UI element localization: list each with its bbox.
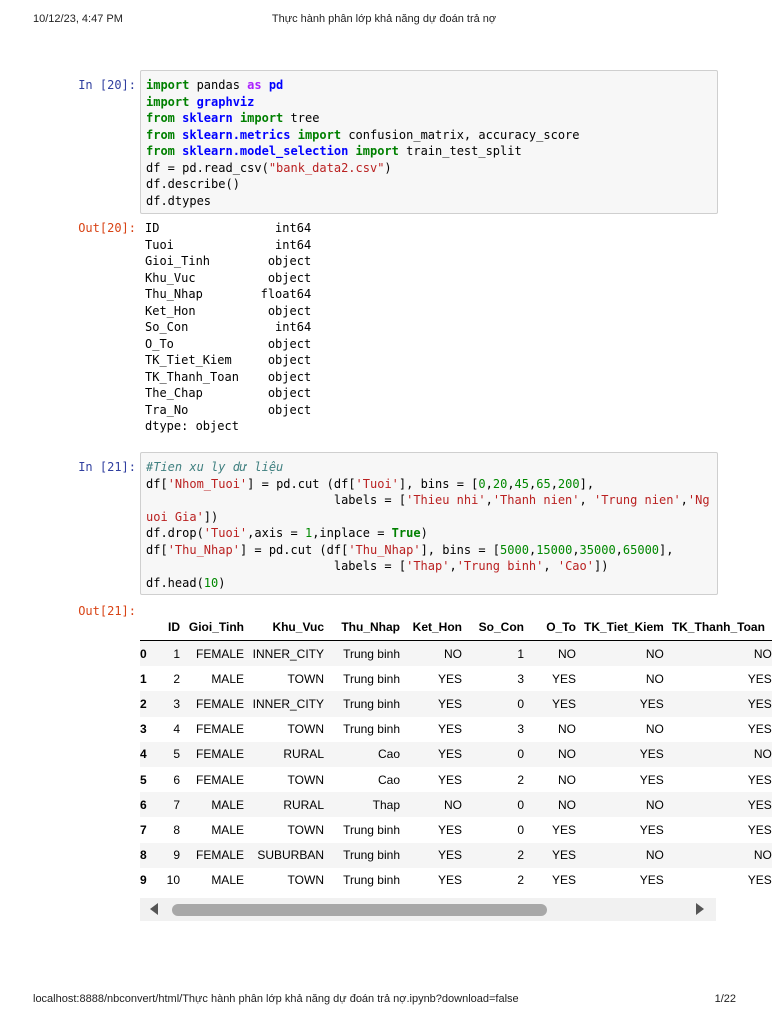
table-cell: YES	[639, 772, 664, 787]
code-token: sklearn.model_selection	[174, 144, 356, 158]
table-cell: YES	[551, 873, 576, 888]
code-line	[146, 559, 608, 573]
table-cell: YES	[551, 822, 576, 837]
table-cell: 2	[517, 772, 524, 787]
code-token: import	[146, 78, 190, 92]
code-token: ,	[529, 476, 537, 491]
print-datetime: 10/12/23, 4:47 PM	[33, 13, 123, 25]
table-cell: Trung binh	[343, 696, 400, 711]
table-cell: 6	[173, 772, 180, 787]
code-token: labels = [	[146, 493, 407, 507]
table-cell: TOWN	[287, 671, 324, 686]
table-cell: YES	[551, 671, 576, 686]
code-token: ] = pd.cut (df[	[239, 542, 349, 557]
code-token: train_test_split	[398, 144, 522, 158]
table-cell: 1	[173, 646, 180, 661]
column-header	[140, 614, 160, 641]
table-cell: YES	[747, 696, 772, 711]
table-cell: NO	[753, 747, 772, 762]
code-token: df.head(	[146, 575, 204, 590]
code-token: 10	[203, 575, 219, 590]
code-token: 45	[514, 476, 529, 491]
code-token: ,axis =	[247, 526, 305, 540]
code-token: 'Cao'	[557, 559, 594, 573]
code-line	[146, 510, 218, 524]
table-row	[140, 641, 772, 667]
table-cell: YES	[639, 873, 664, 888]
code-token: 200	[557, 476, 580, 491]
code-line	[146, 576, 225, 590]
table-row	[140, 868, 772, 893]
table-cell: YES	[639, 696, 664, 711]
table-cell: NO	[753, 848, 772, 863]
code-token: from	[146, 111, 175, 125]
table-cell: FEMALE	[195, 722, 244, 737]
code-line	[146, 526, 428, 540]
table-cell: MALE	[211, 873, 244, 888]
table-cell: YES	[551, 696, 576, 711]
row-index: 1	[140, 671, 147, 686]
code-token: ,	[615, 542, 623, 557]
table-cell: 2	[517, 873, 524, 888]
code-token: graphviz	[189, 94, 255, 109]
code-token: 65000	[622, 542, 660, 557]
table-cell: MALE	[211, 822, 244, 837]
code-token: ,	[550, 476, 558, 491]
code-token: import	[146, 94, 190, 109]
code-token: df.drop(	[146, 526, 204, 540]
table-row	[140, 691, 772, 716]
table-cell: Trung binh	[343, 671, 400, 686]
table-cell: Trung binh	[343, 722, 400, 737]
table-cell: YES	[747, 822, 772, 837]
column-header: Ket_Hon	[400, 614, 462, 641]
code-token: import	[239, 111, 284, 125]
scroll-left-arrow-icon[interactable]	[150, 903, 158, 915]
code-token: 'Thap'	[406, 559, 450, 573]
table-cell: Cao	[377, 772, 400, 787]
page-url: localhost:8888/nbconvert/html/Thực hành phân lớp khả năng dự đoán trả nợ.ipynb?download=false	[33, 993, 519, 1005]
code-token: 'Trung nien'	[593, 493, 681, 507]
row-index: 2	[140, 696, 147, 711]
page-title: Thực hành phân lớp khả năng dự đoán trả nợ	[271, 13, 497, 25]
table-cell: Trung binh	[343, 873, 400, 888]
code-editor[interactable]	[141, 453, 717, 594]
table-cell: NO	[444, 797, 462, 812]
table-cell: 9	[173, 848, 180, 863]
table-cell: INNER_CITY	[252, 646, 324, 661]
table-cell: 4	[173, 722, 180, 737]
code-token: ], bins = [	[420, 542, 501, 557]
code-line	[146, 78, 283, 92]
code-token: ,	[528, 542, 537, 557]
code-token: df.describe()	[146, 177, 240, 191]
column-header: Gioi_Tinh	[180, 614, 244, 641]
table-cell: YES	[747, 797, 772, 812]
code-token: 'Trung binh'	[456, 559, 544, 573]
code-token: pd	[261, 78, 284, 92]
table-cell: Trung binh	[343, 646, 400, 661]
code-token: ],	[659, 542, 674, 557]
code-line	[146, 543, 673, 557]
code-token: 65	[536, 476, 551, 491]
table-cell: FEMALE	[195, 747, 244, 762]
code-token: import	[355, 144, 399, 158]
code-token: from	[146, 127, 175, 142]
table-cell: RURAL	[283, 797, 324, 812]
table-cell: NO	[753, 646, 772, 661]
table-cell: YES	[437, 848, 462, 863]
table-cell: YES	[437, 696, 462, 711]
table-cell: FEMALE	[195, 696, 244, 711]
code-token: ,	[572, 542, 580, 557]
table-cell: NO	[645, 722, 664, 737]
table-row	[140, 843, 772, 868]
table-cell: YES	[747, 772, 772, 787]
table-cell: FEMALE	[195, 772, 244, 787]
code-token: as	[247, 78, 262, 92]
table-cell: NO	[645, 671, 664, 686]
column-header: TK_Thanh_Toan	[664, 614, 772, 641]
table-cell: YES	[437, 671, 462, 686]
table-cell: NO	[558, 747, 576, 762]
code-token: labels = [	[146, 559, 407, 573]
in-prompt-20: In [20]:	[78, 78, 136, 92]
table-cell: 1	[517, 646, 524, 661]
table-cell: 7	[173, 797, 180, 812]
table-cell: 10	[166, 873, 180, 888]
row-index: 5	[140, 772, 147, 787]
table-cell: MALE	[211, 671, 244, 686]
table-cell: YES	[639, 747, 664, 762]
scroll-thumb[interactable]	[172, 904, 547, 916]
code-token: )	[420, 526, 428, 540]
table-cell: NO	[558, 797, 576, 812]
table-cell: TOWN	[287, 873, 324, 888]
table-row	[140, 792, 772, 817]
table-cell: YES	[437, 822, 462, 837]
code-token: from	[146, 144, 175, 158]
code-token: 15000	[536, 542, 573, 557]
table-cell: YES	[551, 848, 576, 863]
column-header: O_To	[524, 614, 576, 641]
code-token: confusion_matrix, accuracy_score	[341, 127, 580, 142]
code-token: ,	[543, 559, 558, 573]
table-cell: FEMALE	[195, 848, 244, 863]
code-token: ], bins = [	[398, 476, 479, 491]
code-token: sklearn.metrics	[174, 127, 298, 142]
horizontal-scrollbar[interactable]	[140, 898, 716, 921]
code-token: df[	[146, 476, 168, 491]
code-token: 'Ng	[687, 493, 710, 507]
table-row	[140, 666, 772, 691]
code-token: ])	[203, 509, 219, 524]
table-cell: 3	[173, 696, 180, 711]
code-token: df.dtypes	[146, 193, 212, 208]
code-token: ,	[579, 493, 594, 507]
code-line	[146, 194, 211, 208]
code-token: 'Thu_Nhap'	[348, 542, 421, 557]
code-token: 0	[478, 476, 486, 491]
dataframe-output	[140, 614, 772, 922]
table-cell: Trung binh	[343, 848, 400, 863]
table-cell: TOWN	[287, 772, 324, 787]
table-cell: 2	[517, 848, 524, 863]
row-index: 8	[140, 848, 147, 863]
table-cell: 0	[517, 696, 524, 711]
table-cell: 5	[173, 747, 180, 762]
table-cell: FEMALE	[195, 646, 244, 661]
table-cell: 0	[517, 822, 524, 837]
table-cell: INNER_CITY	[252, 696, 324, 711]
row-index: 9	[140, 873, 147, 888]
table-cell: 0	[517, 747, 524, 762]
row-index: 6	[140, 797, 147, 812]
code-token: ,	[507, 476, 515, 491]
table-cell: NO	[444, 646, 462, 661]
scroll-right-arrow-icon[interactable]	[696, 903, 704, 915]
code-cell-20[interactable]	[140, 70, 718, 214]
row-index: 7	[140, 822, 147, 837]
table-cell: 2	[173, 671, 180, 686]
row-index: 3	[140, 722, 147, 737]
table-row	[140, 767, 772, 792]
table-row	[140, 717, 772, 742]
code-line	[146, 95, 254, 109]
code-token: "bank_data2.csv"	[268, 160, 385, 175]
code-token: import	[297, 127, 342, 142]
code-token: True	[391, 526, 421, 540]
column-header: Thu_Nhap	[324, 614, 400, 641]
out-prompt-20: Out[20]:	[78, 221, 136, 235]
code-token: 'Tuoi'	[203, 526, 248, 540]
table-cell: NO	[645, 797, 664, 812]
code-token: ,	[449, 559, 457, 573]
out-prompt-21: Out[21]:	[78, 604, 136, 618]
code-token: ,	[680, 493, 688, 507]
table-cell: NO	[558, 772, 576, 787]
code-token: 'Thu_Nhap'	[167, 542, 240, 557]
table-cell: Thap	[372, 797, 400, 812]
code-token: 20	[492, 476, 508, 491]
code-line	[146, 161, 392, 175]
table-cell: Cao	[377, 747, 400, 762]
table-header-row	[140, 614, 772, 641]
code-line	[146, 460, 283, 474]
table-cell: NO	[645, 848, 664, 863]
code-token: ,inplace =	[312, 526, 392, 540]
code-token: tree	[283, 111, 320, 125]
table-cell: 0	[517, 797, 524, 812]
table-body	[140, 641, 772, 893]
code-token: )	[384, 160, 392, 175]
code-token: 'Thanh nien'	[492, 493, 580, 507]
table-cell: YES	[639, 822, 664, 837]
code-token: #Tien xu ly dư liệu	[146, 460, 284, 474]
table-cell: YES	[437, 772, 462, 787]
code-token: pandas	[189, 78, 248, 92]
column-header: TK_Tiet_Kiem	[576, 614, 664, 641]
table-cell: YES	[747, 671, 772, 686]
table-cell: Trung binh	[343, 822, 400, 837]
table-cell: 3	[517, 671, 524, 686]
code-token: 'Tuoi'	[355, 476, 399, 491]
table-cell: SUBURBAN	[257, 848, 324, 863]
code-token: 5000	[500, 542, 529, 557]
dtypes-output: ID int64 Tuoi int64 Gioi_Tinh object Khu_Vuc object Thu_Nhap float64 Ket_Hon object So_Con int64 O_To object TK_Tiet_Kiem object TK_Thanh_Toan object The_Chap object Tra_No object dtype: object	[145, 221, 312, 433]
column-header: ID	[160, 614, 180, 641]
code-token: ])	[593, 559, 609, 573]
table-cell: YES	[437, 722, 462, 737]
in-prompt-21: In [21]:	[78, 460, 136, 474]
code-token: 1	[304, 526, 313, 540]
code-line	[146, 493, 710, 507]
code-token: ,	[485, 493, 493, 507]
code-token: uoi Gia'	[146, 509, 204, 524]
table-cell: TOWN	[287, 822, 324, 837]
row-index: 4	[140, 747, 147, 762]
table-cell: YES	[437, 873, 462, 888]
code-line	[146, 144, 522, 158]
code-token: df = pd.read_csv(	[146, 160, 269, 175]
table-cell: TOWN	[287, 722, 324, 737]
table-cell: YES	[747, 722, 772, 737]
code-token: ],	[579, 476, 595, 491]
code-line	[146, 128, 580, 142]
code-line	[146, 111, 319, 125]
code-line	[146, 477, 594, 491]
page-number: 1/22	[714, 993, 736, 1005]
table-cell: NO	[558, 646, 576, 661]
code-editor[interactable]	[141, 71, 717, 212]
dataframe-table	[140, 614, 772, 893]
table-cell: 3	[517, 722, 524, 737]
table-row	[140, 817, 772, 842]
code-token: 35000	[579, 542, 616, 557]
table-cell: NO	[558, 722, 576, 737]
table-cell: YES	[437, 747, 462, 762]
table-cell: MALE	[211, 797, 244, 812]
column-header: Khu_Vuc	[244, 614, 324, 641]
code-token: )	[218, 575, 226, 590]
code-token: 'Thieu nhi'	[406, 493, 486, 507]
table-cell: NO	[645, 646, 664, 661]
code-token: 'Nhom_Tuoi'	[167, 476, 248, 491]
column-header: So_Con	[462, 614, 524, 641]
row-index: 0	[140, 646, 147, 661]
code-token: df[	[146, 542, 168, 557]
code-token: sklearn	[174, 111, 240, 125]
table-cell: YES	[747, 873, 772, 888]
table-cell: 8	[173, 822, 180, 837]
table-row	[140, 742, 772, 767]
table-cell: RURAL	[283, 747, 324, 762]
code-line	[146, 177, 240, 191]
code-token: ] = pd.cut (df[	[247, 476, 356, 491]
code-token: ,	[485, 476, 493, 491]
code-cell-21[interactable]	[140, 452, 718, 595]
